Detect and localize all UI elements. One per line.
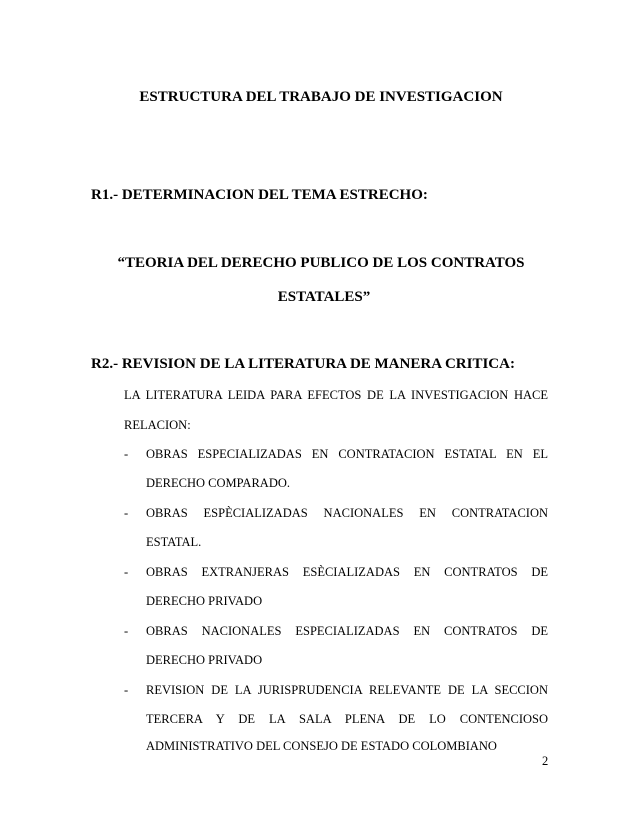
list-item-1-line-1: OBRAS ESPECIALIZADAS EN CONTRATACION ESTATAL EN EL: [146, 447, 548, 461]
list-item-2-line-1: OBRAS ESPÈCIALIZADAS NACIONALES EN CONTRATACION: [146, 506, 548, 520]
list-item-4-line-1: OBRAS NACIONALES ESPECIALIZADAS EN CONTRATOS DE: [146, 624, 548, 638]
bullet-marker: -: [124, 683, 129, 697]
list-item-2-line-2: ESTATAL.: [146, 535, 202, 549]
document-title: ESTRUCTURA DEL TRABAJO DE INVESTIGACION: [139, 89, 503, 105]
list-item-4-line-2: DERECHO PRIVADO: [146, 653, 263, 667]
bullet-marker: -: [124, 565, 129, 579]
theme-line-1: “TEORIA DEL DERECHO PUBLICO DE LOS CONTRATOS: [117, 255, 525, 271]
bullet-marker: -: [124, 447, 129, 461]
page-number: 2: [542, 754, 549, 768]
list-item-5-line-3: ADMINISTRATIVO DEL CONSEJO DE ESTADO COLOMBIANO: [146, 739, 497, 753]
intro-line-1: LA LITERATURA LEIDA PARA EFECTOS DE LA INVESTIGACION HACE: [124, 388, 548, 402]
list-item-3-line-1: OBRAS EXTRANJERAS ESÈCIALIZADAS EN CONTRATOS DE: [146, 565, 548, 579]
section-r1-heading: R1.- DETERMINACION DEL TEMA ESTRECHO:: [91, 187, 428, 203]
theme-line-2: ESTATALES”: [277, 289, 371, 305]
section-r2-heading: R2.- REVISION DE LA LITERATURA DE MANERA CRITICA:: [91, 356, 515, 372]
list-item-3-line-2: DERECHO PRIVADO: [146, 594, 263, 608]
list-item-5-line-2: TERCERA Y DE LA SALA PLENA DE LO CONTENCIOSO: [146, 712, 548, 726]
list-item-1-line-2: DERECHO COMPARADO.: [146, 476, 291, 490]
list-item-5-line-1: REVISION DE LA JURISPRUDENCIA RELEVANTE DE LA SECCION: [146, 683, 548, 697]
bullet-marker: -: [124, 624, 129, 638]
intro-line-2: RELACION:: [124, 418, 191, 432]
bullet-marker: -: [124, 506, 129, 520]
